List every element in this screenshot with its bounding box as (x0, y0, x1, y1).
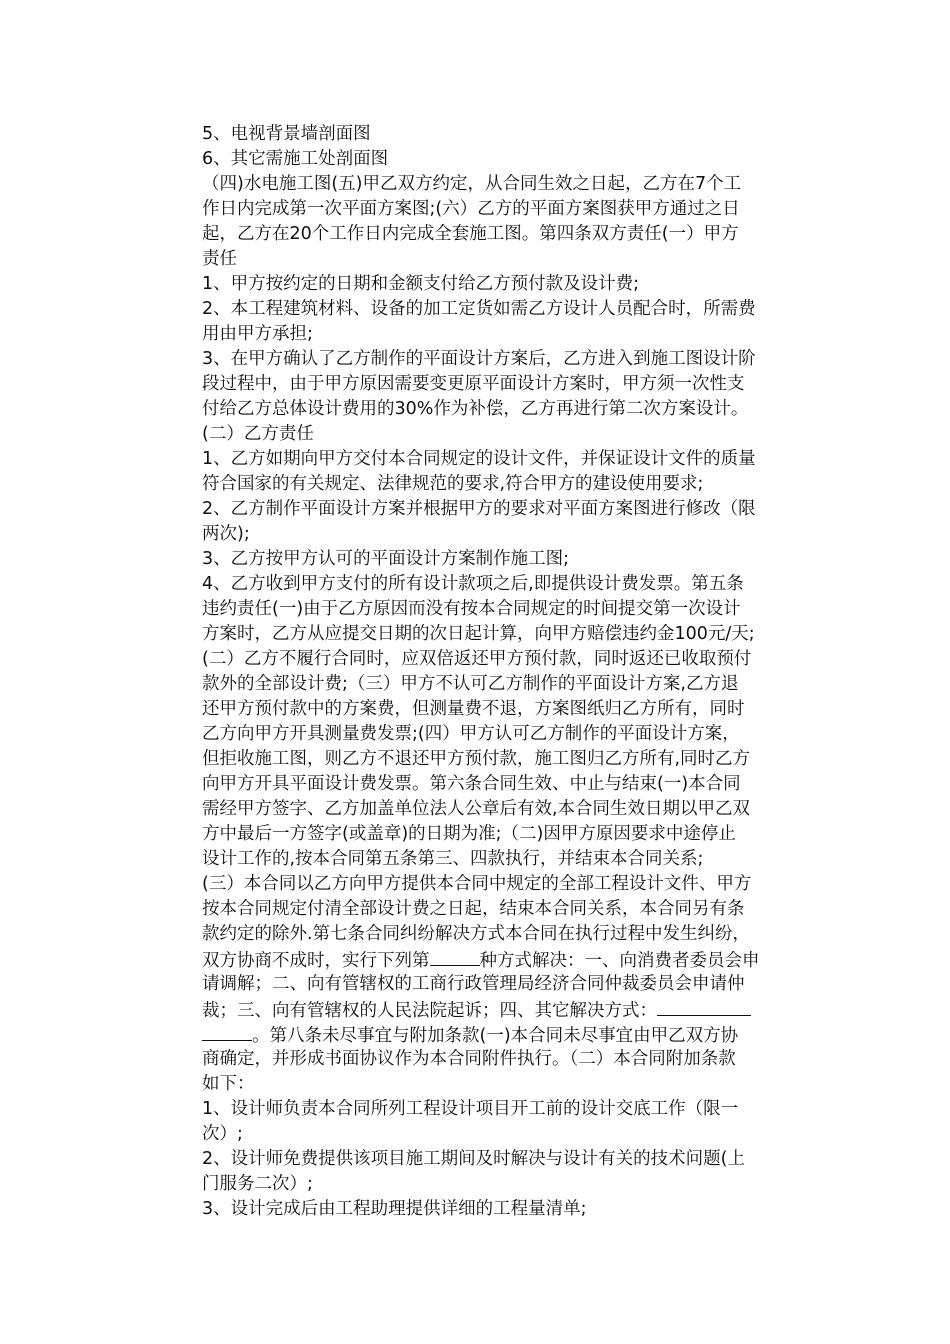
text-line: 两次); (202, 524, 250, 544)
text-line: 违约责任(一)由于乙方原因而没有按本合同规定的时间提交第一次设计 (202, 599, 741, 619)
text-line: 款约定的除外.第七条合同纠纷解决方式本合同在执行过程中发生纠纷， (202, 924, 751, 944)
text-line: 方中最后一方签字(或盖章)的日期为准;（二)因甲方原因要求中途停止 (202, 824, 736, 844)
text-line: 1、甲方按约定的日期和金额支付给乙方预付款及设计费; (202, 274, 640, 294)
text-line: 2、设计师免费提供该项目施工期间及时解决与设计有关的技术问题(上 (202, 1149, 745, 1169)
text-line: 付给乙方总体设计费用的30%作为补偿，乙方再进行第二次方案设计。 (202, 399, 749, 419)
text-line: 符合国家的有关规定、法律规范的要求,符合甲方的建设使用要求; (202, 474, 704, 494)
text-line: 方案时，乙方从应提交日期的次日起计算，向甲方赔偿违约金100元/天; (202, 624, 755, 644)
text-line: 门服务二次）; (202, 1174, 313, 1194)
text-line: 6、其它需施工处剖面图 (202, 149, 389, 169)
text-line: 请调解；二、向有管辖权的工商行政管理局经济合同仲裁委员会申请仲 (202, 974, 745, 994)
text-line: （四)水电施工图(五)甲乙双方约定，从合同生效之日起，乙方在7个工 (202, 174, 742, 194)
text-line: 责任 (202, 249, 237, 269)
contract-text (202, 122, 808, 1222)
text-line: 。第八条未尽事宜与附加条款(一)本合同未尽事宜由甲乙双方协 (202, 1022, 808, 1047)
text-line: 款外的全部设计费;（三）甲方不认可乙方制作的平面设计方案,乙方退 (202, 674, 739, 694)
fill-blank (657, 997, 751, 1016)
text-line: 如下： (202, 1074, 255, 1094)
text-line: 但拒收施工图，则乙方不退还甲方预付款，施工图归乙方所有,同时乙方 (202, 749, 751, 769)
text-line: 2、本工程建筑材料、设备的加工定货如需乙方设计人员配合时，所需费 (202, 299, 756, 319)
text-block (202, 1047, 808, 1222)
fill-blank (202, 1022, 252, 1041)
text-line: 商确定，并形成书面协议作为本合同附件执行。（二）本合同附加条款 (202, 1049, 736, 1069)
text-line: 按本合同规定付清全部设计费之日起，结束本合同关系，本合同另有条 (202, 899, 745, 919)
text-line: (二）乙方不履行合同时，应双倍返还甲方预付款，同时返还已收取预付 (202, 649, 752, 669)
text-line: 还甲方预付款中的方案费，但测量费不退，方案图纸归乙方所有，同时 (202, 699, 745, 719)
text-line: 向甲方开具平面设计费发票。第六条合同生效、中止与结束(一)本合同 (202, 774, 741, 794)
text-line: 3、乙方按甲方认可的平面设计方案制作施工图; (202, 549, 570, 569)
text-line: 需经甲方签字、乙方加盖单位法人公章后有效,本合同生效日期以甲乙双 (202, 799, 751, 819)
text-line: 4、乙方收到甲方支付的所有设计款项之后,即提供设计费发票。第五条 (202, 574, 744, 594)
text-line: 作日内完成第一次平面方案图;(六）乙方的平面方案图获甲方通过之日 (202, 199, 740, 219)
text-line: 双方协商不成时，实行下列第 种方式解决：一、向消费者委员会申 (202, 947, 808, 972)
text-line: 3、在甲方确认了乙方制作的平面设计方案后，乙方进入到施工图设计阶 (202, 349, 756, 369)
fill-blank (430, 947, 480, 966)
text-line: 起，乙方在20个工作日内完成全套施工图。第四条双方责任(一）甲方 (202, 224, 739, 244)
text-block (202, 122, 808, 947)
text-line: 设计工作的,按本合同第五条第三、四款执行，并结束本合同关系; (202, 849, 704, 869)
text-line: 乙方向甲方开具测量费发票;(四）甲方认可乙方制作的平面设计方案， (202, 724, 740, 744)
text-line: 裁；三、向有管辖权的人民法院起诉；四、其它解决方式： (202, 997, 808, 1022)
text-line: 次）; (202, 1124, 243, 1144)
text-line: 段过程中，由于甲方原因需要变更原平面设计方案时，甲方须一次性支 (202, 374, 745, 394)
text-line: 2、乙方制作平面设计方案并根据甲方的要求对平面方案图进行修改（限 (202, 499, 756, 519)
text-line: 1、设计师负责本合同所列工程设计项目开工前的设计交底工作（限一 (202, 1099, 739, 1119)
text-line: 5、电视背景墙剖面图 (202, 124, 371, 144)
text-line: 1、乙方如期向甲方交付本合同规定的设计文件，并保证设计文件的质量 (202, 449, 756, 469)
text-line: 用由甲方承担; (202, 324, 313, 344)
text-line: (二）乙方责任 (202, 424, 314, 444)
text-line: 3、设计完成后由工程助理提供详细的工程量清单; (202, 1199, 587, 1219)
text-line: (三）本合同以乙方向甲方提供本合同中规定的全部工程设计文件、甲方 (202, 874, 752, 894)
